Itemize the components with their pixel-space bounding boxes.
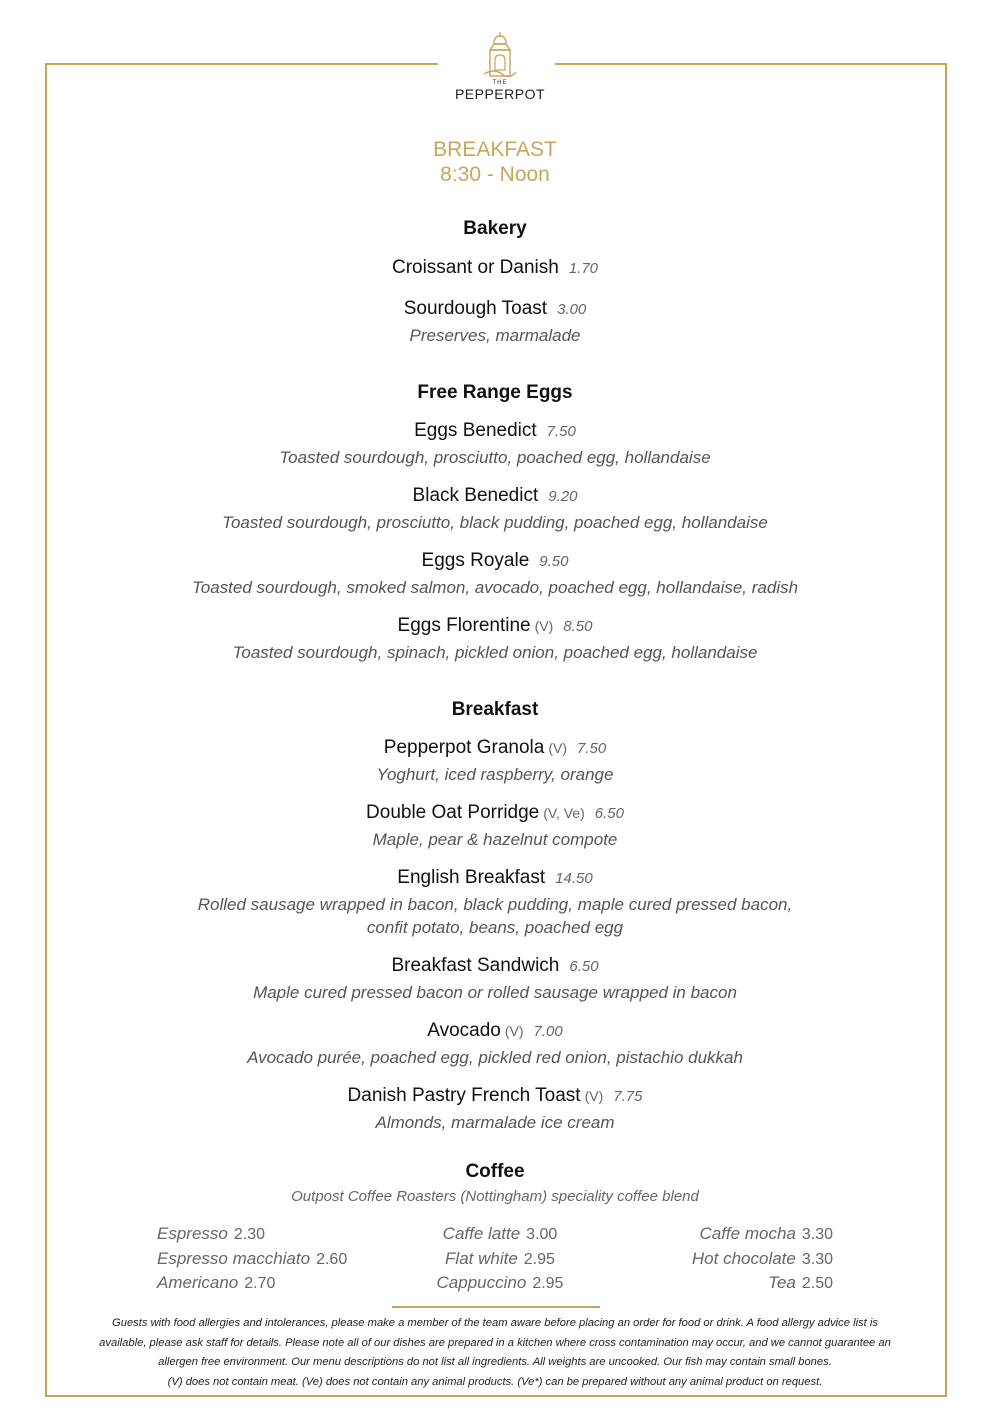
menu-item [0, 1085, 990, 1107]
coffee-price: 3.00 [526, 1226, 558, 1243]
menu-item [0, 1020, 990, 1042]
section-breakfast-title: Breakfast [451, 699, 539, 720]
item-description: Preserves, marmalade [409, 326, 581, 345]
menu-item [0, 737, 990, 759]
item-description: Toasted sourdough, prosciutto, poached egg, hollandaise [279, 448, 711, 467]
coffee-name: Flat white [445, 1248, 518, 1268]
item-price: 6.50 [594, 805, 624, 822]
coffee-name: Caffe latte [442, 1224, 521, 1243]
coffee-price: 3.30 [801, 1250, 833, 1268]
coffee-name: Espresso macchiato [157, 1248, 311, 1268]
coffee-name: Hot chocolate [691, 1248, 796, 1268]
coffee-column-1 [157, 1222, 347, 1296]
menu-item [0, 802, 990, 824]
item-description: confit potato, beans, poached egg [366, 918, 624, 937]
item-diet-tag: (V) [584, 1088, 604, 1104]
brand-the: THE [492, 80, 508, 86]
item-name: Danish Pastry French Toast [347, 1085, 581, 1106]
item-diet-tag: (V) [534, 618, 554, 634]
menu-item [0, 257, 990, 279]
coffee-price: 2.60 [316, 1250, 348, 1268]
menu-title: BREAKFAST [433, 138, 557, 161]
menu-item [0, 298, 990, 320]
item-name: Black Benedict [412, 485, 539, 506]
item-name: Eggs Benedict [414, 420, 537, 441]
menu-hours: 8:30 - Noon [440, 163, 550, 186]
frame-top-left [45, 63, 438, 65]
item-price: 1.70 [568, 260, 599, 277]
item-name: Double Oat Porridge [366, 802, 540, 823]
coffee-price: 2.95 [523, 1250, 555, 1268]
item-price: 7.00 [533, 1023, 563, 1040]
allergen-notice [55, 1314, 935, 1392]
footer-divider [392, 1306, 600, 1308]
coffee-item [400, 1247, 600, 1272]
allergen-notice-line: allergen free environment. Our menu descriptions do not list all ingredients. All weights are uncooked. Our fish may contain small bones. [158, 1356, 832, 1368]
item-price: 7.50 [546, 423, 576, 440]
coffee-item [400, 1271, 600, 1296]
item-name: Eggs Florentine [397, 615, 531, 636]
coffee-item [157, 1271, 347, 1296]
item-diet-tag: (V) [504, 1023, 524, 1039]
item-price: 6.50 [569, 958, 599, 975]
coffee-item [633, 1247, 833, 1272]
pepperpot-tower-icon [480, 30, 520, 82]
coffee-name: Americano [157, 1273, 239, 1292]
item-description: Maple cured pressed bacon or rolled sausage wrapped in bacon [253, 983, 737, 1002]
item-name: Avocado [427, 1020, 501, 1041]
section-eggs-title: Free Range Eggs [417, 382, 573, 403]
coffee-name: Tea [768, 1273, 796, 1292]
section-bakery-title: Bakery [463, 218, 527, 239]
coffee-item [633, 1222, 833, 1247]
item-price: 9.20 [548, 488, 578, 505]
menu-item [0, 550, 990, 572]
item-description: Avocado purée, poached egg, pickled red onion, pistachio dukkah [247, 1048, 743, 1067]
coffee-column-2 [400, 1222, 600, 1296]
item-name: Eggs Royale [421, 550, 530, 571]
brand-name: PEPPERPOT [454, 86, 546, 102]
coffee-column-3 [633, 1222, 833, 1296]
coffee-price: 2.70 [244, 1275, 276, 1292]
coffee-item [157, 1222, 347, 1247]
coffee-name: Cappuccino [436, 1273, 527, 1292]
item-price: 7.50 [577, 740, 607, 757]
item-description: Toasted sourdough, spinach, pickled onion, poached egg, hollandaise [232, 643, 758, 662]
item-name: Croissant or Danish [391, 257, 559, 278]
item-name: Breakfast Sandwich [391, 955, 560, 976]
coffee-price: 2.50 [801, 1275, 833, 1292]
item-price: 14.50 [555, 870, 593, 887]
menu-item [0, 867, 990, 889]
allergen-notice-line: available, please ask staff for details. Please note all of our dishes are prepared in a kitchen where cross contamination may occur, and we cannot guarantee an [99, 1336, 891, 1349]
item-description: Toasted sourdough, smoked salmon, avocado, poached egg, hollandaise, radish [191, 578, 799, 597]
item-price: 9.50 [539, 553, 569, 570]
coffee-price: 2.30 [233, 1226, 266, 1243]
coffee-price: 2.95 [532, 1275, 564, 1292]
item-description: Toasted sourdough, prosciutto, black pudding, poached egg, hollandaise [222, 513, 768, 532]
menu-item [0, 615, 990, 637]
item-diet-tag: (V, Ve) [543, 805, 585, 821]
diet-key-line: (V) does not contain meat. (Ve) does not contain any animal products. (Ve*) can be prepared without any animal product on request. [167, 1375, 823, 1388]
coffee-name: Espresso [157, 1224, 228, 1243]
section-coffee-title: Coffee [465, 1161, 525, 1182]
item-price: 7.75 [613, 1088, 643, 1105]
item-description: Yoghurt, iced raspberry, orange [376, 765, 614, 784]
item-price: 3.00 [557, 301, 587, 318]
allergen-notice-line: Guests with food allergies and intolerances, please make a member of the team aware before placing an order for food or drink. A food allergy advice list is [112, 1317, 878, 1329]
brand-logo [450, 30, 550, 102]
coffee-item [633, 1271, 833, 1296]
item-name: English Breakfast [397, 867, 546, 888]
frame-top-right [555, 63, 947, 65]
menu-item [0, 955, 990, 977]
menu-item [0, 420, 990, 442]
coffee-subtitle: Outpost Coffee Roasters (Nottingham) speciality coffee blend [291, 1188, 699, 1205]
item-description: Rolled sausage wrapped in bacon, black pudding, maple cured pressed bacon, [197, 895, 793, 914]
coffee-price: 3.30 [801, 1226, 833, 1243]
menu-item [0, 485, 990, 507]
frame-bottom [45, 1395, 947, 1397]
coffee-item [157, 1247, 347, 1272]
coffee-item [400, 1222, 600, 1247]
item-description: Maple, pear & hazelnut compote [372, 830, 618, 849]
item-description: Almonds, marmalade ice cream [375, 1113, 615, 1132]
item-diet-tag: (V) [548, 740, 568, 756]
item-name: Pepperpot Granola [383, 737, 545, 758]
item-name: Sourdough Toast [403, 298, 548, 319]
item-price: 8.50 [563, 618, 593, 635]
coffee-name: Caffe mocha [699, 1224, 796, 1243]
